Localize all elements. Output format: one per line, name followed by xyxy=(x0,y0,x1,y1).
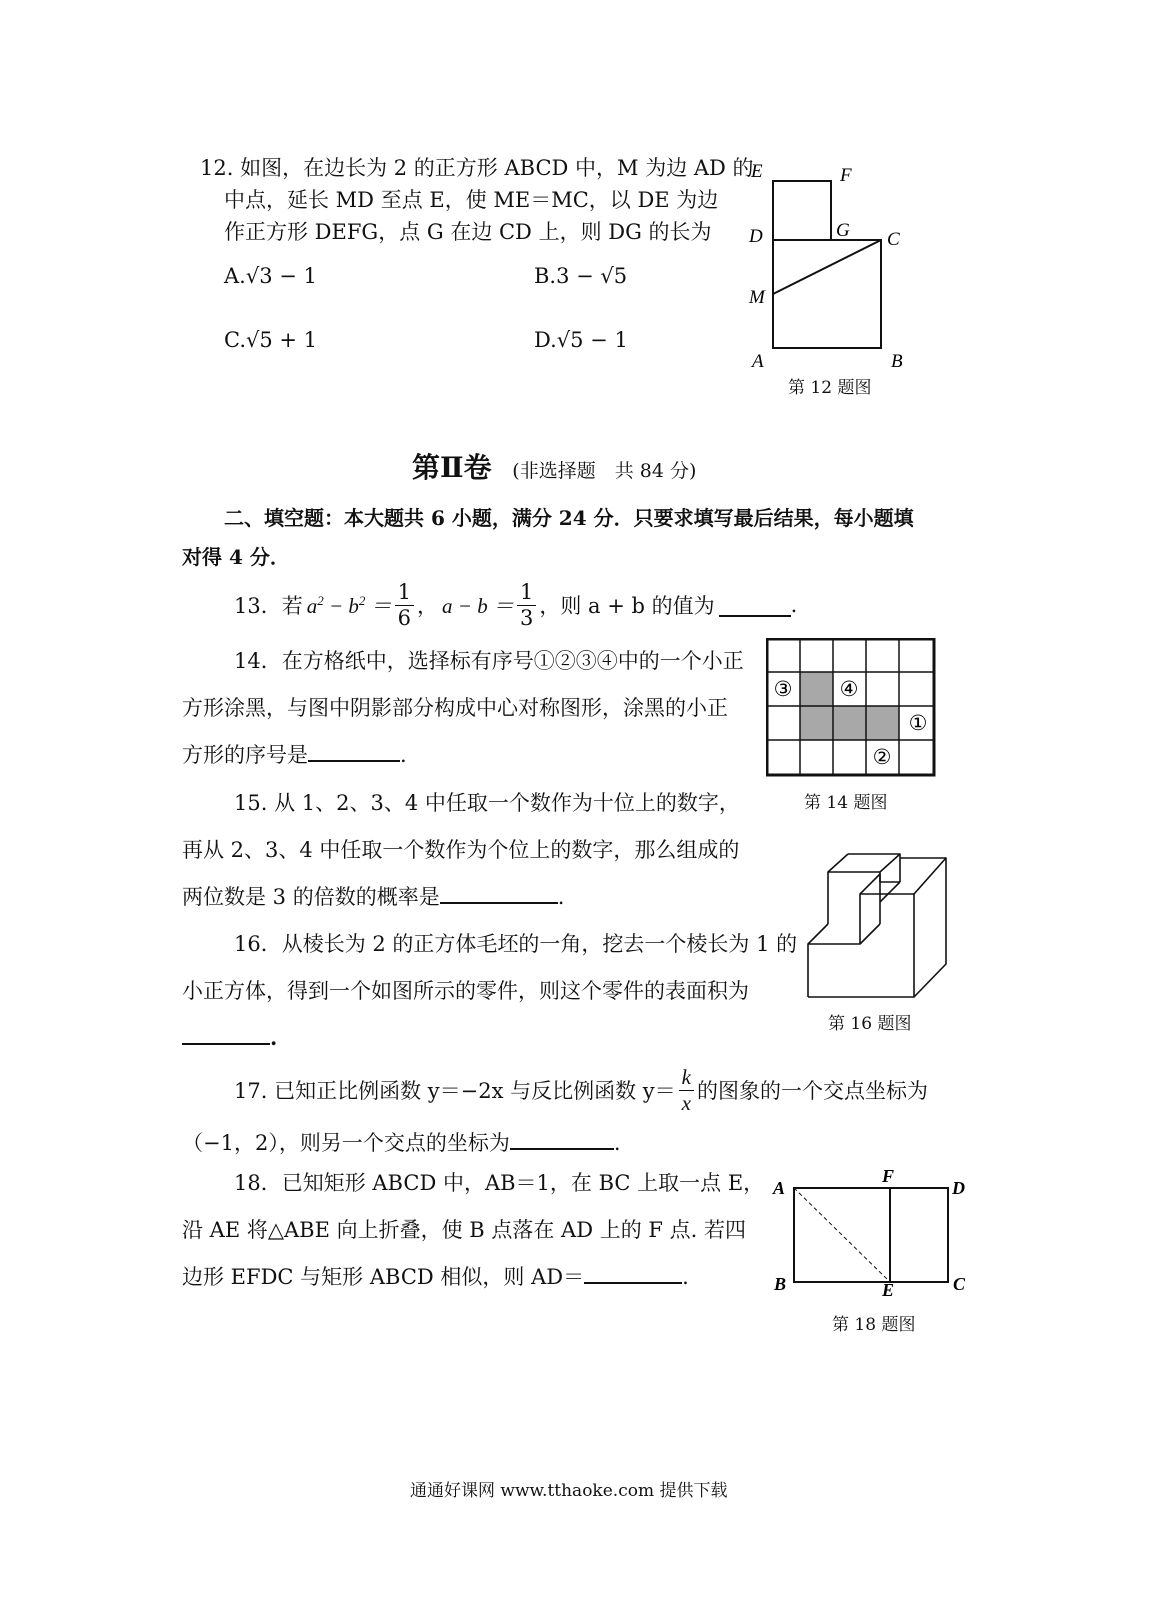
q14-line3: 方形的序号是 . xyxy=(182,739,407,769)
q13-middle: ， xyxy=(417,594,439,618)
q12-line2: 中点，延长 MD 至点 E，使 ME＝MC，以 DE 为边 xyxy=(224,188,719,212)
q18-answer-blank[interactable] xyxy=(584,1261,682,1284)
q18-line3: 边形 EFDC 与矩形 ABCD 相似，则 AD＝ . xyxy=(182,1261,689,1291)
q12-figure xyxy=(740,155,920,375)
q16-line3: . xyxy=(182,1022,277,1050)
q15-line2: 再从 2、3、4 中任取一个数作为个位上的数字，那么组成的 xyxy=(182,838,740,862)
q16-caption: 第 16 题图 xyxy=(828,1014,912,1034)
q18-line2: 沿 AE 将△ABE 向上折叠，使 B 点落在 AD 上的 F 点. 若四 xyxy=(182,1218,747,1242)
q12-option-b: B.3 − √5 xyxy=(534,264,628,288)
q17-line2: （−1，2），则另一个交点的坐标为 . xyxy=(182,1127,621,1157)
q18-rectangle-figure xyxy=(770,1162,970,1297)
q14-mark-3: ③ xyxy=(773,677,793,701)
footer-source: 通通好课网 www.tthaoke.com 提供下载 xyxy=(410,1481,728,1501)
q12-label-a: A xyxy=(752,351,764,372)
q14-mark-2: ② xyxy=(872,745,892,769)
q14-mark-1: ① xyxy=(908,711,928,735)
q12-option-a: A.√3 − 1 xyxy=(224,264,317,288)
q13: 13．若 $a^2 - b^2$ ＝ $\frac{1}{6}$ ， a − b ＝ $\frac{1}{3}$ ，则 a + b 的值为 . xyxy=(234,580,798,630)
q17-fraction: $\frac{k}{x}$ xyxy=(679,1065,694,1114)
q15-answer-blank[interactable] xyxy=(440,881,558,904)
q13-answer-blank[interactable] xyxy=(719,594,791,617)
q13-prefix: 13．若 xyxy=(234,594,303,618)
q12-label-b: B xyxy=(891,351,903,372)
q12-option-d: D.√5 − 1 xyxy=(534,328,628,352)
q16-answer-blank[interactable] xyxy=(182,1022,270,1045)
q12-line3: 作正方形 DEFG，点 G 在边 CD 上，则 DG 的长为 xyxy=(224,220,712,244)
q16-cube-figure xyxy=(800,852,960,1008)
q14-grid-figure xyxy=(766,638,938,778)
q18-label-e: E xyxy=(882,1280,895,1297)
q17-line1: 17. 已知正比例函数 y＝−2x 与反比例函数 y＝ $\frac{k}{x}$ 的图象的一个交点坐标为 xyxy=(234,1065,928,1115)
q13-end: . xyxy=(790,593,798,617)
q12-option-c: C.√5 + 1 xyxy=(224,328,318,352)
section2-subtitle: (非选择题 共 84 分) xyxy=(512,460,697,482)
section2-instruction-line2: 对得 4 分． xyxy=(182,545,290,569)
q13-text: ，则 a + b 的值为 xyxy=(539,594,715,618)
q18-label-f: F xyxy=(882,1166,895,1186)
q12-label-d: D xyxy=(749,226,763,247)
q18-caption: 第 18 题图 xyxy=(832,1315,916,1335)
q18-label-a: A xyxy=(773,1178,786,1198)
q16-line2: 小正方体，得到一个如图所示的零件，则这个零件的表面积为 xyxy=(182,979,749,1003)
q12-line1: 12. 如图，在边长为 2 的正方形 ABCD 中，M 为边 AD 的 xyxy=(200,156,754,180)
q12-label-g: G xyxy=(836,220,850,241)
q12-label-m: M xyxy=(749,287,765,308)
q15-line1: 15. 从 1、2、3、4 中任取一个数作为十位上的数字， xyxy=(234,791,740,815)
q14-mark-4: ④ xyxy=(839,677,859,701)
q12-label-e: E xyxy=(751,161,763,182)
q15-line3: 两位数是 3 的倍数的概率是 . xyxy=(182,881,564,911)
q12-caption: 第 12 题图 xyxy=(788,378,872,398)
q18-label-c: C xyxy=(953,1274,966,1294)
q14-line1: 14．在方格纸中，选择标有序号①②③④中的一个小正 xyxy=(234,649,744,673)
q12-label-f: F xyxy=(840,165,852,186)
q17-answer-blank[interactable] xyxy=(510,1127,614,1150)
section2-heading xyxy=(412,446,696,486)
q18-label-d: D xyxy=(952,1178,965,1198)
section2-instruction-line1: 二、填空题：本大题共 6 小题，满分 24 分．只要求填写最后结果，每小题填 xyxy=(224,506,914,530)
q14-caption: 第 14 题图 xyxy=(804,793,888,813)
q16-line1: 16．从棱长为 2 的正方体毛坯的一角，挖去一个棱长为 1 的 xyxy=(234,932,798,956)
q12-label-c: C xyxy=(887,229,900,250)
section2-title: 第Ⅱ卷 xyxy=(412,451,492,484)
q14-line2: 方形涂黑，与图中阴影部分构成中心对称图形，涂黑的小正 xyxy=(182,696,728,720)
q14-answer-blank[interactable] xyxy=(308,739,400,762)
q18-label-b: B xyxy=(774,1274,787,1294)
q18-line1: 18．已知矩形 ABCD 中，AB＝1，在 BC 上取一点 E， xyxy=(234,1171,765,1195)
